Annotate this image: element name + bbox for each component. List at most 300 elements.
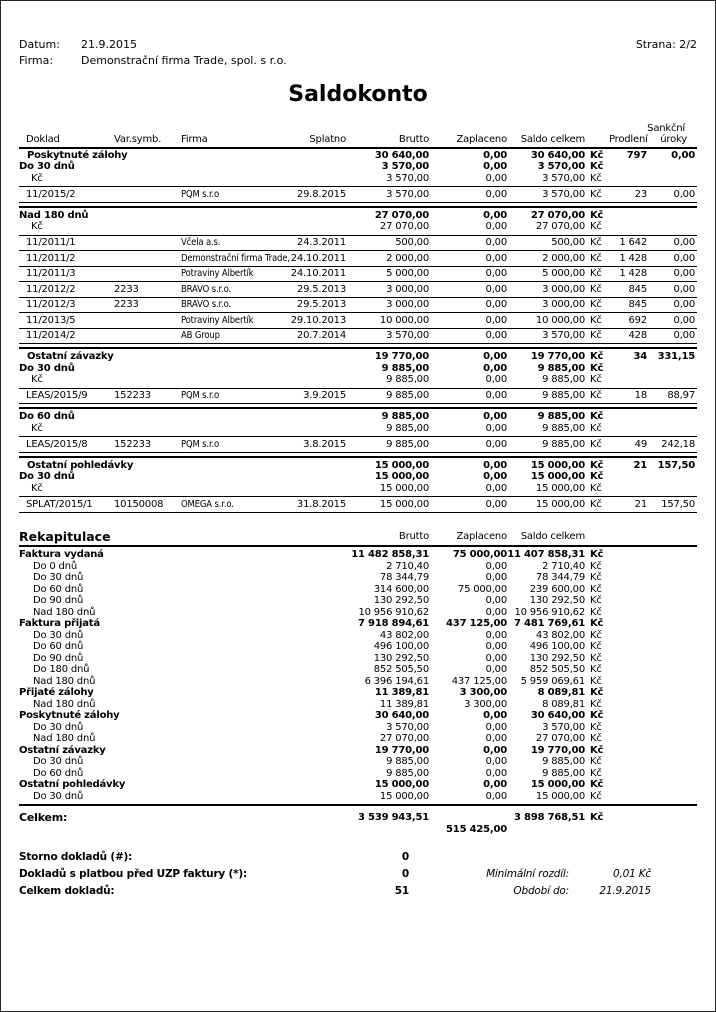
cell-brutto: 9 885,00 xyxy=(381,411,429,422)
cell-saldo: 9 885,00 xyxy=(542,374,585,385)
cell-firma xyxy=(181,471,286,483)
cell-doklad: 11/2012/3 xyxy=(26,299,76,310)
cell-spacer xyxy=(609,618,699,630)
cell-uroky: 242,18 xyxy=(661,438,695,450)
cell-prodleni: 34 xyxy=(633,351,647,362)
firma-text: Demonstrační firma Trade, xyxy=(181,252,290,264)
cell-firma xyxy=(181,252,290,265)
cell-zaplaceno: 75 000,00 xyxy=(452,549,507,560)
cell-zaplaceno: 0,00 xyxy=(483,744,507,756)
cell-label: Nad 180 dnů xyxy=(33,733,96,744)
rekap-row xyxy=(19,653,697,665)
cell-uroky: 157,50 xyxy=(657,459,695,471)
saldo-row-kc xyxy=(19,423,697,435)
cell-doklad: 11/2013/5 xyxy=(26,314,76,326)
cell-brutto: 3 570,00 xyxy=(386,330,429,341)
cell-saldo: 3 570,00 xyxy=(542,188,585,200)
cell-doklad: SPLAT/2015/1 xyxy=(26,498,93,510)
cell-brutto: 130 292,50 xyxy=(373,595,429,606)
cell-brutto: 3 000,00 xyxy=(386,299,429,310)
cell-uroky: 0,00 xyxy=(673,188,695,200)
cell-prodleni xyxy=(609,483,647,495)
cell-splatno xyxy=(286,471,346,483)
cell-spacer xyxy=(609,710,699,722)
cell-saldo: 130 292,50 xyxy=(529,595,585,606)
sp3 xyxy=(507,824,585,836)
cell-prodleni xyxy=(609,173,647,185)
col-kc-spacer xyxy=(585,134,609,146)
saldo-row-sub xyxy=(19,363,697,375)
cell-splatno: 20.7.2014 xyxy=(296,330,346,341)
saldo-row-detail xyxy=(19,313,697,329)
cell-uroky: 88,97 xyxy=(667,390,695,401)
rekapitulace-section xyxy=(19,528,697,807)
cell-firma xyxy=(181,189,286,201)
cell-saldo: 5 000,00 xyxy=(542,268,585,279)
cell-zaplaceno: 75 000,00 xyxy=(457,583,507,595)
rekap-col-saldo: Saldo celkem xyxy=(520,530,585,542)
uzp-label: Dokladů s platbou před UZP faktury (*): xyxy=(19,868,248,880)
cell-zaplaceno: 0,00 xyxy=(485,595,507,606)
cell-prodleni xyxy=(609,161,647,173)
cell-saldo: 9 885,00 xyxy=(537,362,585,374)
cell-currency: Kč xyxy=(590,595,602,606)
cell-varsymb xyxy=(114,150,181,162)
cell-currency: Kč xyxy=(590,330,602,341)
cell-doklad: LEAS/2015/8 xyxy=(26,438,88,450)
cell-splatno xyxy=(286,351,346,363)
cell-brutto: 19 770,00 xyxy=(374,351,429,362)
cell-doklad: 11/2014/2 xyxy=(26,330,76,341)
cell-currency: Kč xyxy=(590,687,604,698)
cell-saldo: 9 885,00 xyxy=(542,756,585,767)
rekapitulace-header xyxy=(19,528,697,548)
cell-label: Nad 180 dnů xyxy=(33,698,96,710)
cell-spacer xyxy=(609,584,699,596)
cell-uroky: 0,00 xyxy=(673,237,695,248)
cell-label: Přijaté zálohy xyxy=(19,687,94,698)
cell-prodleni xyxy=(609,411,647,423)
cell-varsymb: 2233 xyxy=(114,299,139,310)
cell-firma xyxy=(181,423,286,435)
cell-brutto: 15 000,00 xyxy=(379,498,429,510)
cell-zaplaceno: 0,00 xyxy=(483,209,507,221)
cell-brutto: 78 344,79 xyxy=(379,572,429,583)
cell-uroky xyxy=(647,411,699,423)
cell-firma xyxy=(181,268,286,280)
saldo-table xyxy=(19,123,697,513)
cell-varsymb: 152233 xyxy=(114,390,151,401)
cell-prodleni: 845 xyxy=(628,299,647,310)
cell-zaplaceno: 0,00 xyxy=(485,283,507,295)
saldo-row-detail xyxy=(19,282,697,298)
cell-uroky: 0,00 xyxy=(673,314,695,326)
rekap-row xyxy=(19,699,697,711)
cell-saldo: 30 640,00 xyxy=(530,149,585,161)
celkem-end-spacer xyxy=(609,812,699,824)
cell-currency: Kč xyxy=(590,721,602,733)
cell-saldo: 7 481 769,61 xyxy=(514,618,585,629)
cell-varsymb xyxy=(114,423,181,435)
cell-uroky xyxy=(647,173,699,185)
cell-saldo: 9 885,00 xyxy=(542,422,585,434)
firma-text: Potraviny Albertík xyxy=(181,314,254,326)
document-header xyxy=(19,37,697,69)
totals-section xyxy=(19,812,697,835)
rekap-row xyxy=(19,584,697,596)
cell-saldo: 15 000,00 xyxy=(530,459,585,471)
cell-zaplaceno: 0,00 xyxy=(485,733,507,744)
cell-spacer xyxy=(609,630,699,642)
rekap-row xyxy=(19,768,697,780)
rekap-row xyxy=(19,756,697,768)
cell-zaplaceno: 0,00 xyxy=(485,756,507,767)
cell-currency: Kč xyxy=(590,641,602,652)
rekap-row xyxy=(19,710,697,722)
saldo-row-detail xyxy=(19,496,697,513)
sp4 xyxy=(585,824,609,836)
cell-varsymb xyxy=(114,483,181,495)
cell-firma xyxy=(181,284,286,296)
col-sankcni-top: Sankční xyxy=(647,123,685,134)
cell-saldo: 3 570,00 xyxy=(537,161,585,172)
col-doklad: Doklad xyxy=(26,134,60,145)
min-rozdil xyxy=(409,866,699,883)
cell-currency: Kč xyxy=(590,618,604,629)
cell-splatno xyxy=(286,161,346,173)
cell-prodleni: 428 xyxy=(628,330,647,341)
stat-uzp xyxy=(19,866,697,883)
cell-currency: Kč xyxy=(590,560,602,572)
cell-currency: Kč xyxy=(590,744,604,756)
cell-firma xyxy=(181,173,286,185)
cell-varsymb xyxy=(114,173,181,185)
col-uroky: úroky xyxy=(660,134,687,145)
saldo-row-sub xyxy=(19,407,697,423)
cell-splatno xyxy=(286,483,346,495)
cell-doklad: Do 30 dnů xyxy=(19,161,75,172)
firma-text: BRAVO s.r.o. xyxy=(181,299,231,310)
saldo-row-detail xyxy=(19,388,697,405)
saldo-row-detail xyxy=(19,235,697,252)
cell-currency: Kč xyxy=(590,779,604,790)
cell-brutto: 43 802,00 xyxy=(379,629,429,641)
cell-uroky xyxy=(647,374,699,386)
rekap-row xyxy=(19,549,697,561)
cell-saldo: 27 070,00 xyxy=(535,733,585,744)
col-prodleni: Prodlení xyxy=(609,134,648,145)
saldo-row-group xyxy=(19,347,697,363)
cell-firma xyxy=(181,483,286,495)
firma-text: PQM s.r.o xyxy=(181,390,220,401)
cell-label: Do 60 dnů xyxy=(33,583,84,595)
cell-spacer xyxy=(609,733,699,745)
cell-prodleni: 1 428 xyxy=(619,252,647,264)
datum-value: 21.9.2015 xyxy=(81,38,137,51)
cell-label: Do 30 dnů xyxy=(33,721,84,733)
cell-currency: Kč xyxy=(590,652,602,664)
cell-saldo: 10 956 910,62 xyxy=(514,606,585,618)
cell-saldo: 78 344,79 xyxy=(535,572,585,583)
cell-brutto: 9 885,00 xyxy=(386,438,429,450)
cell-firma xyxy=(181,150,286,162)
cell-currency: Kč xyxy=(590,767,602,779)
saldo-row-sub xyxy=(19,206,697,222)
cell-zaplaceno: 437 125,00 xyxy=(451,675,507,687)
cell-brutto: 2 710,40 xyxy=(386,560,429,572)
rekapitulace-body xyxy=(19,547,697,806)
cell-firma xyxy=(181,330,286,342)
rekap-row xyxy=(19,607,697,619)
cell-label: Do 180 dnů xyxy=(33,664,90,675)
cell-splatno xyxy=(286,460,346,472)
cell-zaplaceno: 0,00 xyxy=(485,314,507,326)
rekap-row xyxy=(19,561,697,573)
cell-brutto: 30 640,00 xyxy=(374,710,429,721)
cell-brutto: 9 885,00 xyxy=(386,374,429,385)
firma-text: OMEGA s.r.o. xyxy=(181,498,234,510)
saldo-row-kc xyxy=(19,173,697,185)
cell-saldo: 239 600,00 xyxy=(529,583,585,595)
saldo-row-group xyxy=(19,456,697,472)
cell-saldo: 852 505,50 xyxy=(529,664,585,675)
rekap-row xyxy=(19,779,697,791)
cell-zaplaceno: 0,00 xyxy=(483,471,507,482)
cell-brutto: 30 640,00 xyxy=(374,149,429,161)
cell-brutto: 3 570,00 xyxy=(386,721,429,733)
cell-firma xyxy=(181,411,286,423)
cell-splatno: 29.10.2013 xyxy=(290,314,346,326)
cell-splatno: 24.10.2011 xyxy=(290,268,346,279)
firma-value: Demonstrační firma Trade, spol. s r.o. xyxy=(81,54,287,67)
cell-doklad: Ostatní pohledávky xyxy=(27,459,134,471)
cell-brutto: 27 070,00 xyxy=(379,733,429,744)
datum-label: Datum: xyxy=(19,38,60,51)
cell-zaplaceno: 0,00 xyxy=(485,438,507,450)
cell-doklad: 11/2011/2 xyxy=(26,252,76,264)
storno-note xyxy=(409,849,699,866)
cell-saldo: 43 802,00 xyxy=(535,629,585,641)
saldo-row-kc xyxy=(19,221,697,233)
firma-text: Včela a.s. xyxy=(181,237,221,248)
rekap-row xyxy=(19,630,697,642)
saldo-row-sub xyxy=(19,471,697,483)
cell-label: Do 90 dnů xyxy=(33,595,84,606)
cell-currency: Kč xyxy=(590,664,602,675)
cell-uroky: 331,15 xyxy=(657,351,695,362)
strana-label: Strana: xyxy=(635,38,676,51)
cell-currency: Kč xyxy=(590,675,602,687)
cell-zaplaceno: 0,00 xyxy=(485,221,507,232)
cell-zaplaceno: 3 300,00 xyxy=(464,698,507,710)
firma-text: BRAVO s.r.o. xyxy=(181,283,231,295)
cell-prodleni: 21 xyxy=(633,459,647,471)
cell-label: Do 0 dnů xyxy=(33,560,77,572)
cell-zaplaceno: 0,00 xyxy=(485,629,507,641)
cell-brutto: 15 000,00 xyxy=(374,471,429,482)
cell-label: Do 60 dnů xyxy=(33,641,84,652)
cell-doklad: 11/2015/2 xyxy=(26,188,76,200)
cell-brutto: 852 505,50 xyxy=(373,664,429,675)
cell-splatno xyxy=(286,374,346,386)
cell-uroky xyxy=(647,363,699,375)
firma-text: Potraviny Albertík xyxy=(181,268,254,279)
cell-doklad: Kč xyxy=(31,374,43,385)
cell-currency: Kč xyxy=(590,172,602,184)
cell-saldo: 500,00 xyxy=(551,237,585,248)
cell-label: Faktura vydaná xyxy=(19,549,104,560)
saldo-row-detail xyxy=(19,186,697,203)
cell-currency: Kč xyxy=(590,149,604,161)
cell-saldo: 130 292,50 xyxy=(529,652,585,664)
cell-splatno: 24.3.2011 xyxy=(296,237,346,248)
cell-saldo: 11 407 858,31 xyxy=(507,549,585,560)
cell-splatno: 29.5.2013 xyxy=(296,283,346,295)
column-headers xyxy=(19,134,697,146)
cell-brutto: 19 770,00 xyxy=(374,744,429,756)
cell-doklad: Ostatní závazky xyxy=(27,351,114,362)
firma-text: AB Group xyxy=(181,330,220,341)
cell-firma xyxy=(181,161,286,173)
cell-zaplaceno: 0,00 xyxy=(485,172,507,184)
cell-doklad: Kč xyxy=(31,482,43,494)
cell-currency: Kč xyxy=(590,161,604,172)
cell-saldo: 3 000,00 xyxy=(542,299,585,310)
cell-firma xyxy=(181,374,286,386)
cell-zaplaceno: 0,00 xyxy=(485,390,507,401)
cell-currency: Kč xyxy=(590,549,604,560)
cell-currency: Kč xyxy=(590,422,602,434)
min-rozdil-value: 0,01 Kč xyxy=(613,868,651,880)
cell-zaplaceno: 0,00 xyxy=(485,790,507,802)
cell-spacer xyxy=(609,641,699,653)
cell-doklad: Do 30 dnů xyxy=(19,362,75,374)
cell-zaplaceno: 0,00 xyxy=(485,572,507,583)
cell-currency: Kč xyxy=(590,209,604,221)
saldo-row-detail xyxy=(19,329,697,345)
rekap-row xyxy=(19,664,697,676)
cell-zaplaceno: 0,00 xyxy=(485,606,507,618)
obdobi xyxy=(409,883,699,900)
cell-brutto: 500,00 xyxy=(395,237,429,248)
cell-prodleni: 21 xyxy=(634,498,647,510)
cell-currency: Kč xyxy=(590,629,602,641)
cell-zaplaceno: 0,00 xyxy=(485,641,507,652)
cell-currency: Kč xyxy=(590,299,602,310)
rekap-row xyxy=(19,687,697,699)
cell-currency: Kč xyxy=(590,790,602,802)
cell-splatno: 31.8.2015 xyxy=(296,498,346,510)
cell-uroky: 0,00 xyxy=(673,252,695,264)
cell-prodleni: 49 xyxy=(634,438,647,450)
cell-spacer xyxy=(609,699,699,711)
cell-zaplaceno: 0,00 xyxy=(485,498,507,510)
cell-doklad: 11/2012/2 xyxy=(26,283,76,295)
cell-varsymb xyxy=(114,237,181,249)
saldo-row-group xyxy=(19,149,697,162)
saldo-row-detail xyxy=(19,267,697,283)
cell-prodleni: 1 642 xyxy=(619,237,647,248)
cell-saldo: 27 070,00 xyxy=(530,209,585,221)
cell-zaplaceno: 0,00 xyxy=(483,459,507,471)
rekap-row xyxy=(19,572,697,584)
saldo-row-sub xyxy=(19,161,697,173)
cell-currency: Kč xyxy=(590,237,602,248)
cell-prodleni: 18 xyxy=(634,390,647,401)
cell-saldo: 8 089,81 xyxy=(542,698,585,710)
cell-splatno xyxy=(286,363,346,375)
rekap-row xyxy=(19,618,697,630)
cell-saldo: 15 000,00 xyxy=(530,471,585,482)
cell-brutto: 15 000,00 xyxy=(374,459,429,471)
cell-varsymb xyxy=(114,315,181,327)
cell-uroky xyxy=(647,423,699,435)
cell-splatno xyxy=(286,221,346,233)
cell-prodleni xyxy=(609,471,647,483)
cell-saldo: 3 000,00 xyxy=(542,283,585,295)
celkem-brutto: 3 539 943,51 xyxy=(358,812,429,823)
cell-firma xyxy=(181,363,286,375)
stat-storno xyxy=(19,849,697,866)
cell-brutto: 11 482 858,31 xyxy=(351,549,429,560)
cell-zaplaceno: 0,00 xyxy=(485,299,507,310)
cell-brutto: 9 885,00 xyxy=(386,390,429,401)
cell-brutto: 314 600,00 xyxy=(373,583,429,595)
cell-saldo: 15 000,00 xyxy=(535,482,585,494)
cell-splatno: 3.9.2015 xyxy=(303,390,346,401)
cell-currency: Kč xyxy=(590,390,602,401)
cell-currency: Kč xyxy=(590,374,602,385)
cell-zaplaceno: 0,00 xyxy=(485,330,507,341)
cell-saldo: 15 000,00 xyxy=(535,498,585,510)
cell-saldo: 3 570,00 xyxy=(542,172,585,184)
cell-doklad: Do 60 dnů xyxy=(19,411,75,422)
celkem-currency: Kč xyxy=(590,812,604,823)
col-saldo: Saldo celkem xyxy=(520,134,585,145)
firma-text: PQM s.r.o xyxy=(181,188,220,200)
cell-uroky xyxy=(647,161,699,173)
rekapitulace-title: Rekapitulace xyxy=(19,528,111,544)
cell-label: Do 60 dnů xyxy=(33,767,84,779)
cell-currency: Kč xyxy=(590,221,602,232)
saldo-row-detail xyxy=(19,436,697,453)
cell-firma xyxy=(181,439,286,451)
col-firma: Firma xyxy=(181,134,208,145)
cell-zaplaceno: 0,00 xyxy=(485,252,507,264)
cell-prodleni: 845 xyxy=(628,283,647,295)
cell-brutto: 9 885,00 xyxy=(386,767,429,779)
cell-varsymb xyxy=(114,411,181,423)
uzp-value: 0 xyxy=(401,868,409,880)
cell-varsymb: 2233 xyxy=(114,283,139,295)
col-brutto: Brutto xyxy=(398,134,429,145)
cell-uroky: 157,50 xyxy=(661,498,695,510)
cell-splatno xyxy=(286,173,346,185)
celkem-zaplaceno: 515 425,00 xyxy=(446,823,507,835)
cell-firma xyxy=(181,210,286,222)
cell-zaplaceno: 0,00 xyxy=(485,188,507,200)
cell-saldo: 15 000,00 xyxy=(530,779,585,790)
storno-value: 0 xyxy=(401,851,409,863)
cell-spacer xyxy=(609,756,699,768)
cell-brutto: 496 100,00 xyxy=(373,641,429,652)
cell-splatno: 3.8.2015 xyxy=(303,438,346,450)
cell-firma xyxy=(181,237,286,249)
cell-currency: Kč xyxy=(590,756,602,767)
cell-spacer xyxy=(609,572,699,584)
celkem-dokladu-label: Celkem dokladů: xyxy=(19,885,115,897)
cell-zaplaceno: 0,00 xyxy=(485,721,507,733)
